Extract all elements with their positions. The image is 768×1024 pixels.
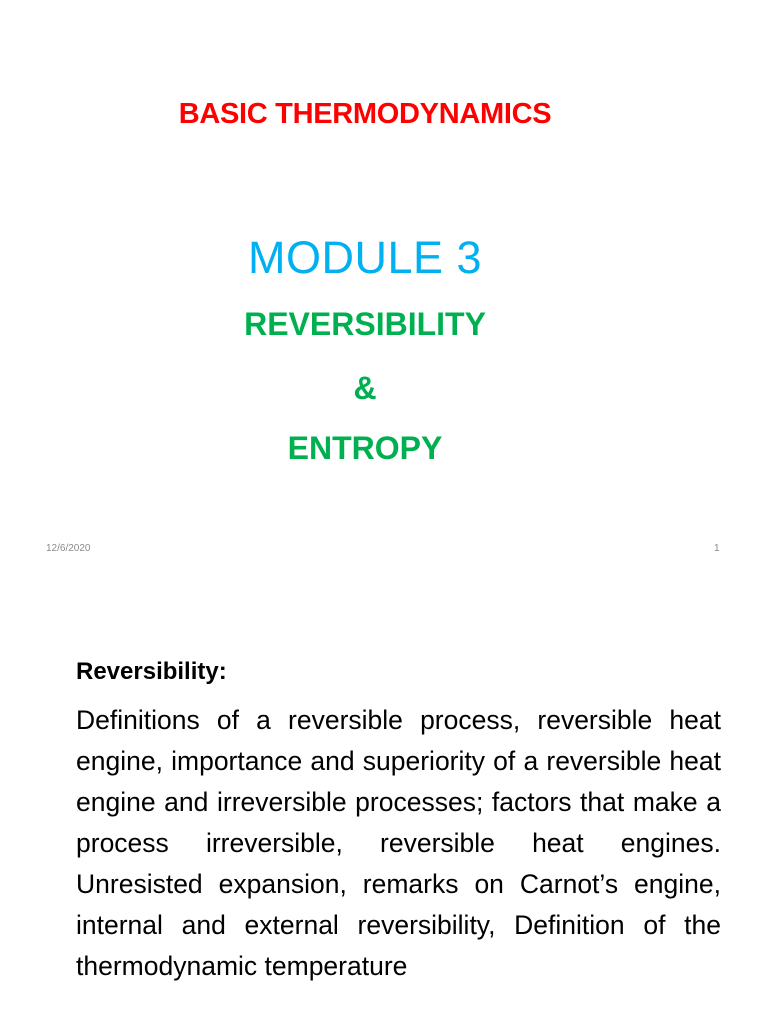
course-title: BASIC THERMODYNAMICS bbox=[178, 98, 552, 130]
content-slide bbox=[0, 576, 768, 1024]
module-title: MODULE 3 bbox=[247, 232, 483, 283]
slide-number: 1 bbox=[714, 543, 720, 554]
topic-entropy: ENTROPY bbox=[287, 430, 443, 466]
section-heading: Reversibility: bbox=[76, 658, 227, 685]
topic-reversibility: REVERSIBILITY bbox=[244, 306, 486, 342]
section-body: Definitions of a reversible process, reversible heat engine, importance and superiority of a reversible heat engine and irreversible processes; factors that make a process irreversible, reversible heat engines. Unresisted expansion, remarks on Carnot’s engine, internal and external reversibility, Definition of the thermodynamic temperature bbox=[76, 705, 721, 981]
slide-date: 12/6/2020 bbox=[46, 543, 91, 554]
topic-ampersand: & bbox=[353, 370, 377, 406]
